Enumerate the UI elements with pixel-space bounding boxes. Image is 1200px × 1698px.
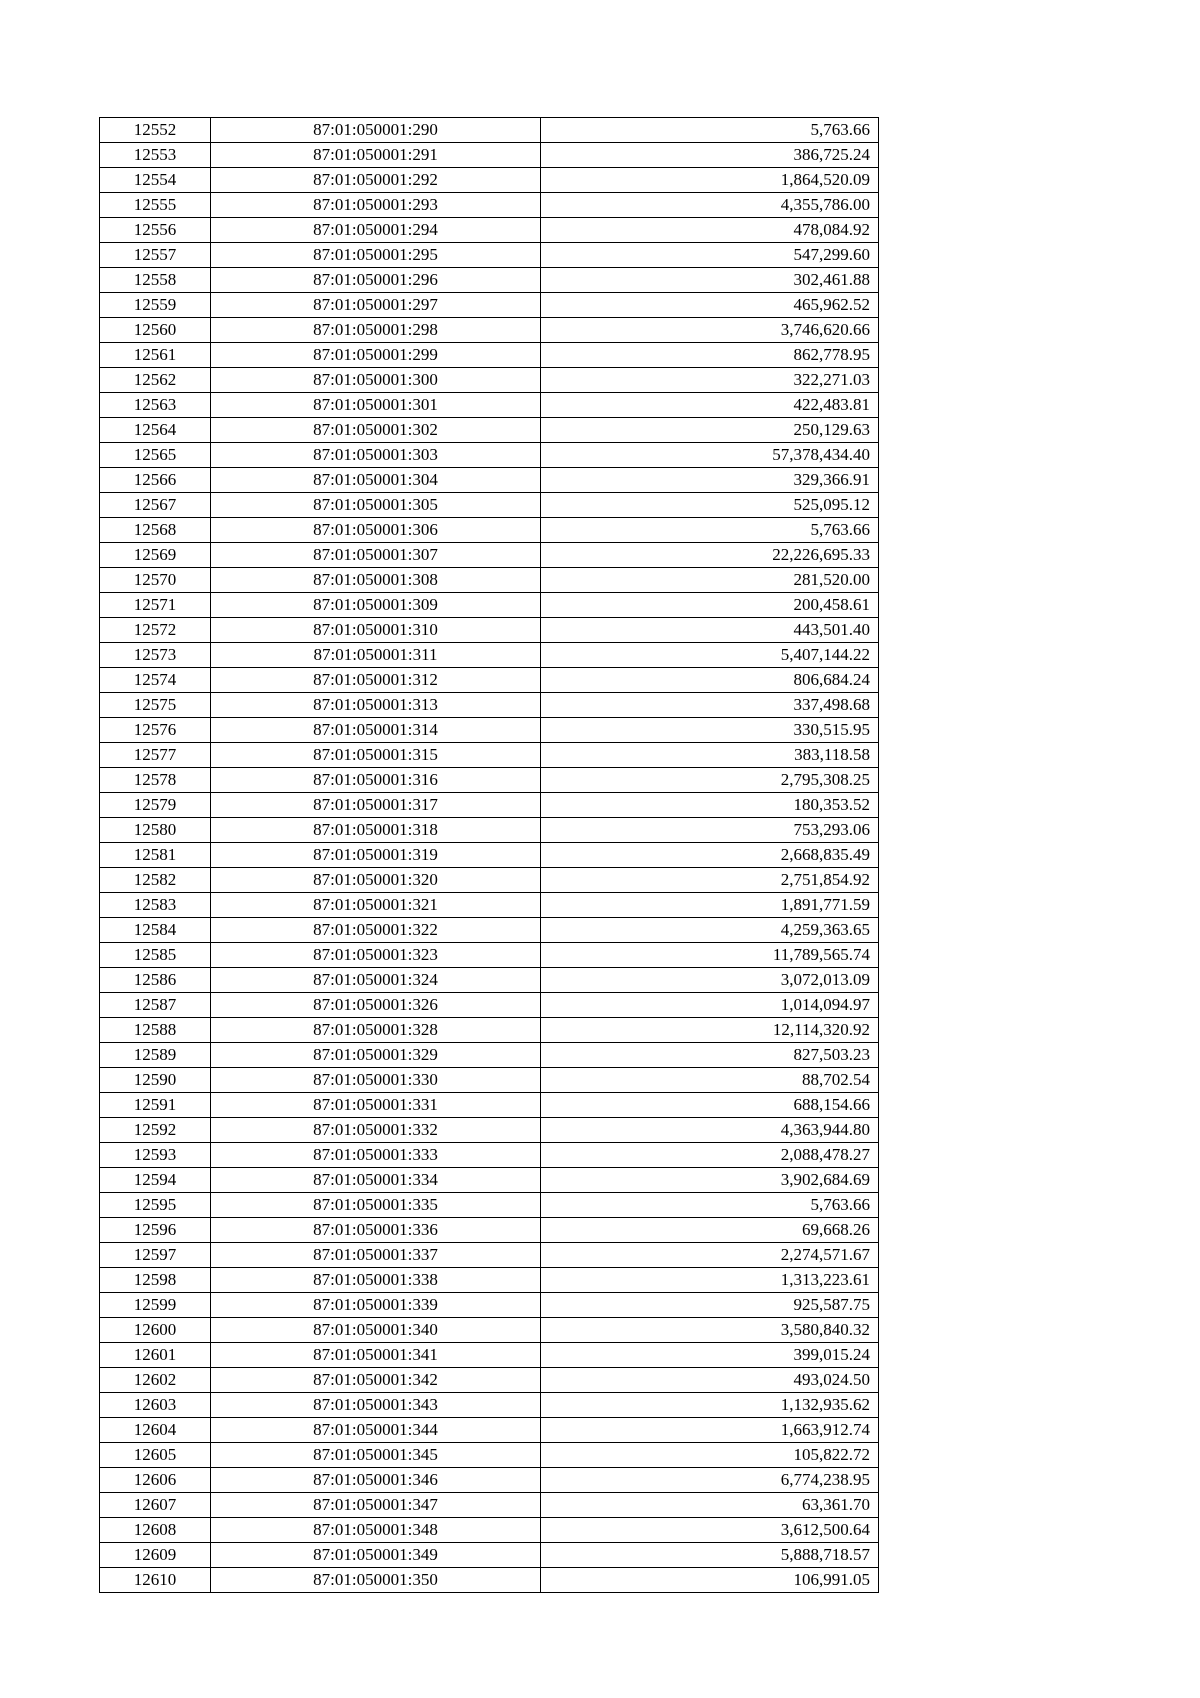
cadastral-number-cell: 87:01:050001:348 (211, 1518, 541, 1543)
value-cell: 827,503.23 (541, 1043, 879, 1068)
cadastral-number-cell: 87:01:050001:341 (211, 1343, 541, 1368)
table-row (100, 618, 879, 643)
value-cell: 105,822.72 (541, 1443, 879, 1468)
row-number-cell: 12607 (100, 1493, 211, 1518)
table-row (100, 1093, 879, 1118)
cadastral-number-cell: 87:01:050001:334 (211, 1168, 541, 1193)
row-number-cell: 12591 (100, 1093, 211, 1118)
cadastral-number-cell: 87:01:050001:335 (211, 1193, 541, 1218)
cadastral-number-cell: 87:01:050001:305 (211, 493, 541, 518)
row-number-cell: 12566 (100, 468, 211, 493)
table-row (100, 1068, 879, 1093)
cadastral-number-cell: 87:01:050001:317 (211, 793, 541, 818)
table-row (100, 1568, 879, 1593)
table-row (100, 643, 879, 668)
table-row (100, 443, 879, 468)
value-cell: 478,084.92 (541, 218, 879, 243)
cadastral-number-cell: 87:01:050001:300 (211, 368, 541, 393)
row-number-cell: 12585 (100, 943, 211, 968)
table-row (100, 418, 879, 443)
row-number-cell: 12594 (100, 1168, 211, 1193)
cadastral-number-cell: 87:01:050001:345 (211, 1443, 541, 1468)
row-number-cell: 12553 (100, 143, 211, 168)
value-cell: 12,114,320.92 (541, 1018, 879, 1043)
row-number-cell: 12605 (100, 1443, 211, 1468)
table-row (100, 693, 879, 718)
row-number-cell: 12577 (100, 743, 211, 768)
table-row (100, 1493, 879, 1518)
table-row (100, 1143, 879, 1168)
value-cell: 1,313,223.61 (541, 1268, 879, 1293)
table-row (100, 743, 879, 768)
row-number-cell: 12552 (100, 118, 211, 143)
row-number-cell: 12586 (100, 968, 211, 993)
row-number-cell: 12598 (100, 1268, 211, 1293)
row-number-cell: 12584 (100, 918, 211, 943)
table-row (100, 993, 879, 1018)
table-row (100, 1468, 879, 1493)
cadastral-number-cell: 87:01:050001:326 (211, 993, 541, 1018)
table-row (100, 593, 879, 618)
cadastral-number-cell: 87:01:050001:343 (211, 1393, 541, 1418)
value-cell: 329,366.91 (541, 468, 879, 493)
value-cell: 1,891,771.59 (541, 893, 879, 918)
value-cell: 525,095.12 (541, 493, 879, 518)
cadastral-number-cell: 87:01:050001:339 (211, 1293, 541, 1318)
row-number-cell: 12555 (100, 193, 211, 218)
value-cell: 2,088,478.27 (541, 1143, 879, 1168)
cadastral-number-cell: 87:01:050001:292 (211, 168, 541, 193)
cadastral-number-cell: 87:01:050001:350 (211, 1568, 541, 1593)
row-number-cell: 12562 (100, 368, 211, 393)
value-cell: 493,024.50 (541, 1368, 879, 1393)
table-row (100, 1043, 879, 1068)
table-row (100, 668, 879, 693)
cadastral-number-cell: 87:01:050001:316 (211, 768, 541, 793)
cadastral-number-cell: 87:01:050001:302 (211, 418, 541, 443)
cadastral-number-cell: 87:01:050001:328 (211, 1018, 541, 1043)
row-number-cell: 12597 (100, 1243, 211, 1268)
table-row (100, 143, 879, 168)
cadastral-number-cell: 87:01:050001:297 (211, 293, 541, 318)
cadastral-number-cell: 87:01:050001:319 (211, 843, 541, 868)
cadastral-number-cell: 87:01:050001:324 (211, 968, 541, 993)
row-number-cell: 12571 (100, 593, 211, 618)
value-cell: 422,483.81 (541, 393, 879, 418)
value-cell: 465,962.52 (541, 293, 879, 318)
value-cell: 3,580,840.32 (541, 1318, 879, 1343)
table-row (100, 818, 879, 843)
value-cell: 4,355,786.00 (541, 193, 879, 218)
value-cell: 330,515.95 (541, 718, 879, 743)
row-number-cell: 12592 (100, 1118, 211, 1143)
value-cell: 22,226,695.33 (541, 543, 879, 568)
row-number-cell: 12554 (100, 168, 211, 193)
cadastral-number-cell: 87:01:050001:306 (211, 518, 541, 543)
value-cell: 5,888,718.57 (541, 1543, 879, 1568)
cadastral-number-cell: 87:01:050001:294 (211, 218, 541, 243)
table-row (100, 1443, 879, 1468)
value-cell: 5,763.66 (541, 118, 879, 143)
cadastral-number-cell: 87:01:050001:322 (211, 918, 541, 943)
table-row (100, 193, 879, 218)
value-cell: 2,795,308.25 (541, 768, 879, 793)
row-number-cell: 12583 (100, 893, 211, 918)
row-number-cell: 12557 (100, 243, 211, 268)
cadastral-number-cell: 87:01:050001:313 (211, 693, 541, 718)
row-number-cell: 12574 (100, 668, 211, 693)
cadastral-number-cell: 87:01:050001:349 (211, 1543, 541, 1568)
cadastral-number-cell: 87:01:050001:298 (211, 318, 541, 343)
cadastral-number-cell: 87:01:050001:309 (211, 593, 541, 618)
table-row (100, 1218, 879, 1243)
value-cell: 302,461.88 (541, 268, 879, 293)
table-row (100, 343, 879, 368)
row-number-cell: 12556 (100, 218, 211, 243)
cadastral-number-cell: 87:01:050001:347 (211, 1493, 541, 1518)
table-row (100, 1543, 879, 1568)
table-row (100, 1368, 879, 1393)
row-number-cell: 12573 (100, 643, 211, 668)
cadastral-number-cell: 87:01:050001:293 (211, 193, 541, 218)
row-number-cell: 12606 (100, 1468, 211, 1493)
data-table (99, 117, 879, 1593)
cadastral-number-cell: 87:01:050001:331 (211, 1093, 541, 1118)
table-row (100, 1393, 879, 1418)
value-cell: 3,612,500.64 (541, 1518, 879, 1543)
table-row (100, 468, 879, 493)
row-number-cell: 12599 (100, 1293, 211, 1318)
cadastral-number-cell: 87:01:050001:332 (211, 1118, 541, 1143)
value-cell: 1,663,912.74 (541, 1418, 879, 1443)
table-row (100, 918, 879, 943)
row-number-cell: 12565 (100, 443, 211, 468)
table-row (100, 768, 879, 793)
row-number-cell: 12559 (100, 293, 211, 318)
row-number-cell: 12580 (100, 818, 211, 843)
cadastral-number-cell: 87:01:050001:320 (211, 868, 541, 893)
row-number-cell: 12601 (100, 1343, 211, 1368)
value-cell: 4,259,363.65 (541, 918, 879, 943)
row-number-cell: 12568 (100, 518, 211, 543)
table-row (100, 218, 879, 243)
value-cell: 281,520.00 (541, 568, 879, 593)
value-cell: 3,902,684.69 (541, 1168, 879, 1193)
table-row (100, 318, 879, 343)
cadastral-number-cell: 87:01:050001:301 (211, 393, 541, 418)
row-number-cell: 12575 (100, 693, 211, 718)
table-row (100, 1118, 879, 1143)
value-cell: 1,864,520.09 (541, 168, 879, 193)
row-number-cell: 12590 (100, 1068, 211, 1093)
row-number-cell: 12593 (100, 1143, 211, 1168)
row-number-cell: 12561 (100, 343, 211, 368)
value-cell: 5,763.66 (541, 518, 879, 543)
value-cell: 547,299.60 (541, 243, 879, 268)
row-number-cell: 12589 (100, 1043, 211, 1068)
cadastral-number-cell: 87:01:050001:336 (211, 1218, 541, 1243)
cadastral-number-cell: 87:01:050001:304 (211, 468, 541, 493)
value-cell: 2,751,854.92 (541, 868, 879, 893)
row-number-cell: 12569 (100, 543, 211, 568)
cadastral-number-cell: 87:01:050001:291 (211, 143, 541, 168)
row-number-cell: 12572 (100, 618, 211, 643)
table-row (100, 718, 879, 743)
row-number-cell: 12603 (100, 1393, 211, 1418)
value-cell: 5,407,144.22 (541, 643, 879, 668)
value-cell: 106,991.05 (541, 1568, 879, 1593)
row-number-cell: 12595 (100, 1193, 211, 1218)
value-cell: 180,353.52 (541, 793, 879, 818)
row-number-cell: 12604 (100, 1418, 211, 1443)
cadastral-number-cell: 87:01:050001:337 (211, 1243, 541, 1268)
cadastral-number-cell: 87:01:050001:312 (211, 668, 541, 693)
value-cell: 1,132,935.62 (541, 1393, 879, 1418)
cadastral-number-cell: 87:01:050001:340 (211, 1318, 541, 1343)
table-row (100, 968, 879, 993)
row-number-cell: 12570 (100, 568, 211, 593)
value-cell: 3,072,013.09 (541, 968, 879, 993)
cadastral-number-cell: 87:01:050001:303 (211, 443, 541, 468)
table-row (100, 1518, 879, 1543)
row-number-cell: 12576 (100, 718, 211, 743)
value-cell: 383,118.58 (541, 743, 879, 768)
value-cell: 925,587.75 (541, 1293, 879, 1318)
row-number-cell: 12588 (100, 1018, 211, 1043)
value-cell: 63,361.70 (541, 1493, 879, 1518)
value-cell: 806,684.24 (541, 668, 879, 693)
value-cell: 1,014,094.97 (541, 993, 879, 1018)
cadastral-number-cell: 87:01:050001:290 (211, 118, 541, 143)
cadastral-number-cell: 87:01:050001:307 (211, 543, 541, 568)
cadastral-number-cell: 87:01:050001:315 (211, 743, 541, 768)
value-cell: 322,271.03 (541, 368, 879, 393)
row-number-cell: 12608 (100, 1518, 211, 1543)
value-cell: 2,668,835.49 (541, 843, 879, 868)
table-row (100, 793, 879, 818)
cadastral-number-cell: 87:01:050001:314 (211, 718, 541, 743)
table-row (100, 1243, 879, 1268)
table-row (100, 868, 879, 893)
value-cell: 443,501.40 (541, 618, 879, 643)
cadastral-number-cell: 87:01:050001:321 (211, 893, 541, 918)
cadastral-number-cell: 87:01:050001:296 (211, 268, 541, 293)
cadastral-number-cell: 87:01:050001:333 (211, 1143, 541, 1168)
value-cell: 69,668.26 (541, 1218, 879, 1243)
table-row (100, 568, 879, 593)
value-cell: 337,498.68 (541, 693, 879, 718)
table-row (100, 243, 879, 268)
row-number-cell: 12560 (100, 318, 211, 343)
table-row (100, 118, 879, 143)
value-cell: 399,015.24 (541, 1343, 879, 1368)
table-row (100, 893, 879, 918)
cadastral-number-cell: 87:01:050001:299 (211, 343, 541, 368)
row-number-cell: 12563 (100, 393, 211, 418)
row-number-cell: 12600 (100, 1318, 211, 1343)
table-row (100, 493, 879, 518)
value-cell: 862,778.95 (541, 343, 879, 368)
table-body (100, 118, 879, 1593)
table-row (100, 1318, 879, 1343)
cadastral-number-cell: 87:01:050001:346 (211, 1468, 541, 1493)
cadastral-number-cell: 87:01:050001:344 (211, 1418, 541, 1443)
table-row (100, 1268, 879, 1293)
value-cell: 753,293.06 (541, 818, 879, 843)
row-number-cell: 12609 (100, 1543, 211, 1568)
table-row (100, 543, 879, 568)
value-cell: 200,458.61 (541, 593, 879, 618)
row-number-cell: 12596 (100, 1218, 211, 1243)
row-number-cell: 12578 (100, 768, 211, 793)
row-number-cell: 12579 (100, 793, 211, 818)
table-row (100, 843, 879, 868)
table-row (100, 1018, 879, 1043)
table-row (100, 518, 879, 543)
cadastral-number-cell: 87:01:050001:329 (211, 1043, 541, 1068)
value-cell: 11,789,565.74 (541, 943, 879, 968)
value-cell: 688,154.66 (541, 1093, 879, 1118)
table-row (100, 368, 879, 393)
value-cell: 57,378,434.40 (541, 443, 879, 468)
cadastral-number-cell: 87:01:050001:323 (211, 943, 541, 968)
row-number-cell: 12581 (100, 843, 211, 868)
value-cell: 5,763.66 (541, 1193, 879, 1218)
value-cell: 2,274,571.67 (541, 1243, 879, 1268)
table-row (100, 268, 879, 293)
value-cell: 88,702.54 (541, 1068, 879, 1093)
cadastral-number-cell: 87:01:050001:295 (211, 243, 541, 268)
table-row (100, 1293, 879, 1318)
value-cell: 6,774,238.95 (541, 1468, 879, 1493)
table-row (100, 1343, 879, 1368)
row-number-cell: 12582 (100, 868, 211, 893)
table-row (100, 943, 879, 968)
table-row (100, 393, 879, 418)
row-number-cell: 12587 (100, 993, 211, 1018)
cadastral-number-cell: 87:01:050001:310 (211, 618, 541, 643)
cadastral-number-cell: 87:01:050001:330 (211, 1068, 541, 1093)
cadastral-number-cell: 87:01:050001:318 (211, 818, 541, 843)
table-row (100, 168, 879, 193)
row-number-cell: 12564 (100, 418, 211, 443)
cadastral-number-cell: 87:01:050001:308 (211, 568, 541, 593)
row-number-cell: 12567 (100, 493, 211, 518)
cadastral-number-cell: 87:01:050001:342 (211, 1368, 541, 1393)
value-cell: 386,725.24 (541, 143, 879, 168)
value-cell: 250,129.63 (541, 418, 879, 443)
value-cell: 3,746,620.66 (541, 318, 879, 343)
table-row (100, 1168, 879, 1193)
table-row (100, 1418, 879, 1443)
row-number-cell: 12602 (100, 1368, 211, 1393)
cadastral-number-cell: 87:01:050001:338 (211, 1268, 541, 1293)
row-number-cell: 12558 (100, 268, 211, 293)
value-cell: 4,363,944.80 (541, 1118, 879, 1143)
table-row (100, 293, 879, 318)
row-number-cell: 12610 (100, 1568, 211, 1593)
table-row (100, 1193, 879, 1218)
cadastral-number-cell: 87:01:050001:311 (211, 643, 541, 668)
